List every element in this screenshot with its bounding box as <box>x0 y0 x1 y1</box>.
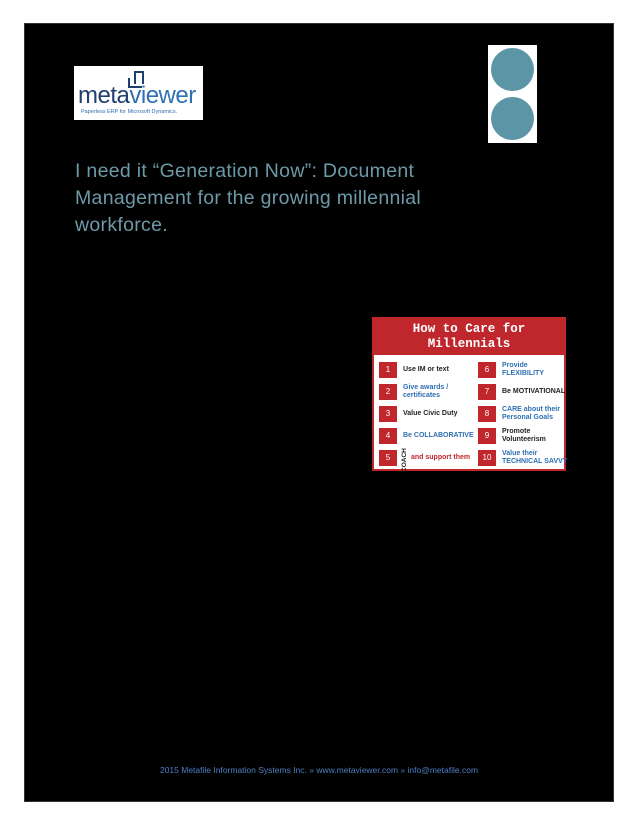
infographic-item-number: 7 <box>478 384 496 400</box>
metaviewer-logo <box>74 66 203 120</box>
infographic-item-text <box>502 388 568 396</box>
page-footer: 2015 Metafile Information Systems Inc. » www.metaviewer.com » info@metafile.com <box>159 765 479 775</box>
infographic-item-text <box>411 454 477 462</box>
infographic-item <box>478 428 566 446</box>
logo-word-viewer: viewer <box>129 82 196 109</box>
infographic-item-number: 3 <box>379 406 397 422</box>
infographic-item-text <box>502 428 568 444</box>
infographic-item-text <box>502 406 568 422</box>
infographic-heading-line2: Millennials <box>427 337 511 351</box>
infographic-item-line1: Promote <box>502 428 531 435</box>
infographic-item-line2: Volunteerism <box>502 436 546 443</box>
infographic-item <box>379 406 467 424</box>
infographic-item-number: 2 <box>379 384 397 400</box>
infographic-item-vertical-label: COACH <box>401 448 408 472</box>
infographic-heading <box>374 319 564 355</box>
infographic-item <box>478 384 566 402</box>
logo-wordmark <box>78 82 196 110</box>
logo-tagline: Paperless ERP for Microsoft Dynamics. <box>81 109 178 115</box>
infographic-item-line1: and support them <box>411 454 471 461</box>
millennials-infographic <box>372 317 566 471</box>
logo-word-meta: meta <box>78 82 130 109</box>
infographic-item-line1: CARE about their <box>502 406 560 413</box>
infographic-item <box>379 448 471 472</box>
infographic-item-line2: FLEXIBILITY <box>502 370 544 377</box>
infographic-item-line1: Be COLLABORATIVE <box>403 432 474 439</box>
infographic-item-number: 8 <box>478 406 496 422</box>
infographic-item-number: 6 <box>478 362 496 378</box>
infographic-item-number: 10 <box>478 450 496 466</box>
infographic-item-number: 5 <box>379 450 397 466</box>
infographic-item-number: 9 <box>478 428 496 444</box>
infographic-item-line1: Give awards / <box>403 384 449 391</box>
infographic-item <box>478 450 566 468</box>
infographic-item-text <box>502 362 568 378</box>
infographic-item-line2: Personal Goals <box>502 414 553 421</box>
infographic-item <box>478 362 566 380</box>
infographic-item-number: 1 <box>379 362 397 378</box>
infographic-item-line1: Value their <box>502 450 538 457</box>
infographic-item-line1: Value Civic Duty <box>403 410 458 417</box>
infographic-item <box>379 362 467 380</box>
circle-icon <box>491 48 534 91</box>
decorative-badge <box>488 45 537 143</box>
circle-icon <box>491 97 534 140</box>
infographic-item <box>478 406 566 424</box>
document-title: I need it “Generation Now”: Document Management for the growing millennial workforce. <box>75 160 422 236</box>
infographic-item-text <box>403 366 469 374</box>
infographic-item-text <box>403 384 469 400</box>
infographic-item <box>379 428 474 446</box>
infographic-item-line2: certificates <box>403 392 440 399</box>
infographic-item-text <box>502 450 568 466</box>
infographic-item <box>379 384 467 402</box>
infographic-item-text <box>403 410 469 418</box>
infographic-item-number: 4 <box>379 428 397 444</box>
infographic-item-line1: Be MOTIVATIONAL <box>502 388 566 395</box>
infographic-item-text <box>403 432 474 440</box>
infographic-item-line1: Use IM or text <box>403 366 449 373</box>
infographic-heading-line1: How to Care for <box>412 322 526 336</box>
infographic-item-line2: TECHNICAL SAVVY <box>502 458 568 465</box>
infographic-item-line1: Provide <box>502 362 528 369</box>
